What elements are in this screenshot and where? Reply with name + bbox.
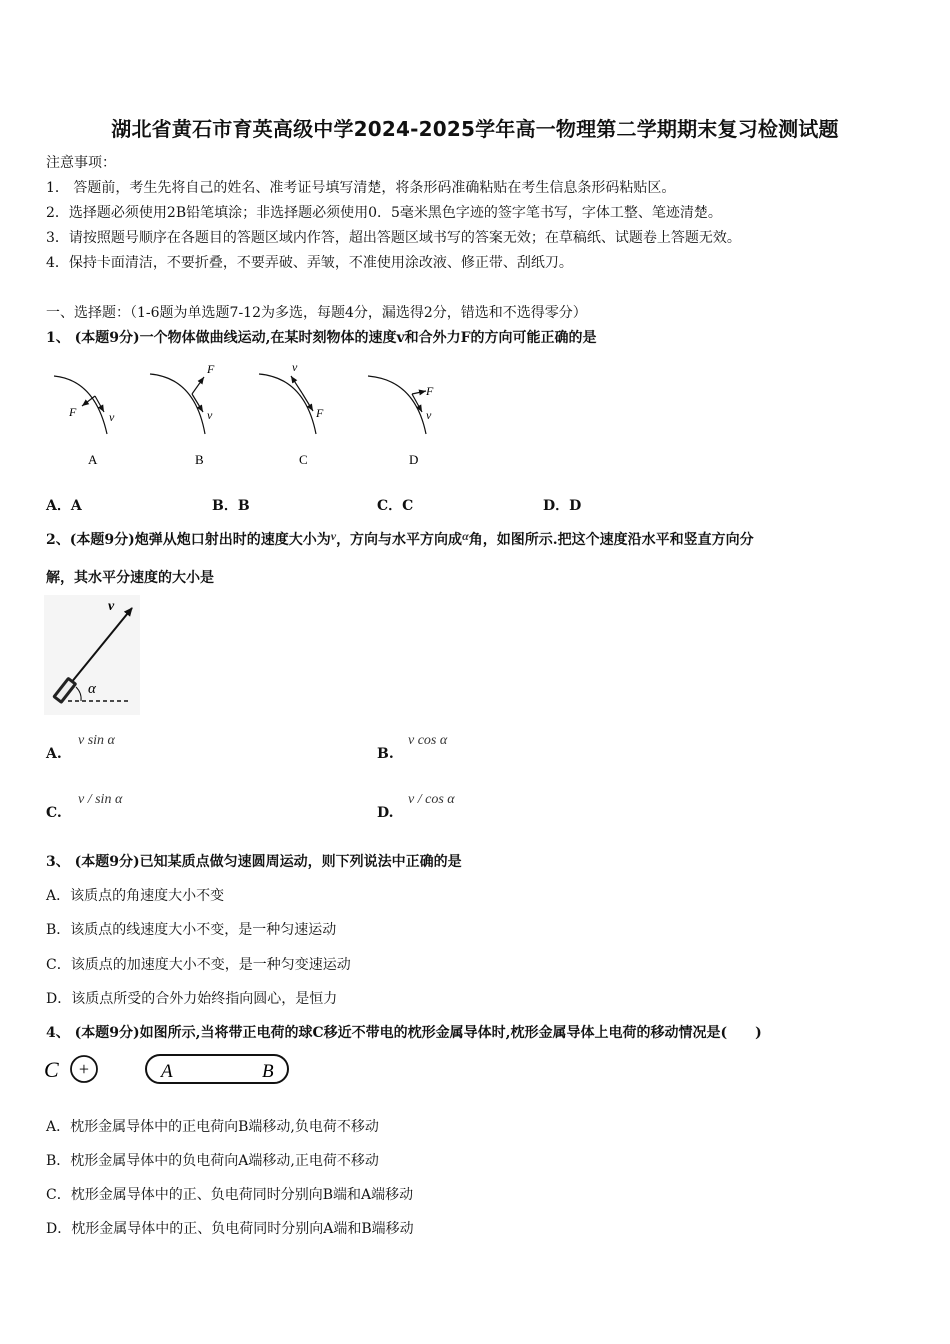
cannon-figure (44, 595, 140, 715)
section-heading: 一、选择题：（1-6题为单选题7-12为多选，每题4分，漏选得2分，错选和不选得零分） (46, 305, 587, 321)
velocity-label: v (108, 599, 115, 614)
question-3-stem: 3、 (本题9分)已知某质点做匀速圆周运动，则下列说法中正确的是 (46, 854, 462, 870)
figure-b (150, 362, 215, 467)
option-c[interactable]: C．C (377, 498, 414, 514)
velocity-label: v (207, 408, 213, 422)
force-label: F (316, 406, 324, 420)
notice-item: 3．请按照题号顺序在各题目的答题区域内作答，超出答题区域书写的答案无效；在草稿纸、试题卷上答题无效。 (46, 230, 741, 246)
symbol-v: v (330, 529, 337, 543)
option-a-expression: v sin α (78, 733, 115, 748)
option-a[interactable]: A．该质点的角速度大小不变 (46, 888, 225, 904)
q4-figure (40, 1050, 300, 1088)
option-b-expression: v cos α (408, 733, 448, 748)
trajectory-curve (259, 374, 316, 434)
trajectory-curve (150, 374, 205, 434)
figure-c (259, 360, 324, 467)
option-a[interactable]: A. (46, 746, 62, 762)
trajectory-curve (368, 376, 426, 434)
question-2-stem-cont: 解，其水平分速度的大小是 (46, 570, 214, 586)
force-arrow (412, 391, 426, 394)
sphere-label-c: C (44, 1057, 59, 1082)
symbol-alpha: α (462, 529, 469, 543)
force-label: F (207, 362, 215, 376)
end-label-a: A (161, 1061, 173, 1082)
option-d-expression: v / cos α (408, 792, 455, 807)
velocity-label: v (292, 360, 298, 374)
option-b[interactable]: B．枕形金属导体中的负电荷向A端移动,正电荷不移动 (46, 1153, 379, 1169)
force-arrow (192, 377, 204, 394)
alpha-label: α (88, 681, 96, 697)
figure-a (54, 376, 115, 467)
option-d[interactable]: D．该质点所受的合外力始终指向圆心，是恒力 (46, 991, 338, 1007)
option-c[interactable]: C．枕形金属导体中的正、负电荷同时分别向B端和A端移动 (46, 1187, 414, 1203)
figure-label: B (195, 452, 204, 467)
page-title: 湖北省黄石市育英高级中学2024-2025学年高一物理第二学期期末复习检测试题 (111, 117, 839, 141)
q1-figure (40, 360, 460, 475)
notice-item: 2．选择题必须使用2B铅笔填涂；非选择题必须使用0．5毫米黑色字迹的签字笔书写，字体工整、笔迹清楚。 (46, 205, 722, 221)
trajectory-curve (54, 376, 107, 434)
figure-label: D (409, 452, 419, 467)
force-label: F (426, 384, 434, 398)
notice-item: 1． 答题前，考生先将自己的姓名、准考证号填写清楚，将条形码准确粘贴在考生信息条形码粘贴区。 (46, 180, 676, 196)
figure-label: A (88, 452, 98, 467)
option-d[interactable]: D．D (543, 498, 582, 514)
plus-sign: + (78, 1059, 90, 1079)
figure-d (368, 376, 434, 467)
question-2-stem: 2、(本题9分)炮弹从炮口射出时的速度大小为v，方向与水平方向成α角，如图所示.把这个速度沿水平和竖直方向分 (46, 529, 754, 548)
question-1-stem: 1、 (本题9分)一个物体做曲线运动,在某时刻物体的速度v和合外力F的方向可能正确的是 (46, 330, 597, 346)
option-d[interactable]: D. (377, 805, 394, 821)
option-b[interactable]: B. (377, 746, 394, 762)
option-c-expression: v / sin α (78, 792, 123, 807)
velocity-label: v (426, 408, 432, 422)
question-4-stem: 4、 (本题9分)如图所示,当将带正电荷的球C移近不带电的枕形金属导体时,枕形金属导体上电荷的移动情况是( ) (46, 1025, 762, 1041)
option-c[interactable]: C. (46, 805, 62, 821)
option-d[interactable]: D．枕形金属导体中的正、负电荷同时分别向A端和B端移动 (46, 1221, 414, 1237)
notice-item: 4．保持卡面清洁，不要折叠，不要弄破、弄皱，不准使用涂改液、修正带、刮纸刀。 (46, 255, 573, 271)
velocity-arrow (412, 394, 422, 412)
end-label-b: B (262, 1061, 274, 1082)
option-b[interactable]: B．B (212, 498, 250, 514)
velocity-label: v (109, 410, 115, 424)
option-a[interactable]: A．A (46, 498, 82, 514)
option-b[interactable]: B．该质点的线速度大小不变，是一种匀速运动 (46, 922, 337, 938)
force-arrow (82, 396, 95, 406)
figure-label: C (299, 452, 308, 467)
notice-heading: 注意事项： (46, 155, 116, 171)
option-a[interactable]: A．枕形金属导体中的正电荷向B端移动,负电荷不移动 (46, 1119, 379, 1135)
force-label: F (69, 405, 77, 419)
option-c[interactable]: C．该质点的加速度大小不变，是一种匀变速运动 (46, 957, 351, 973)
